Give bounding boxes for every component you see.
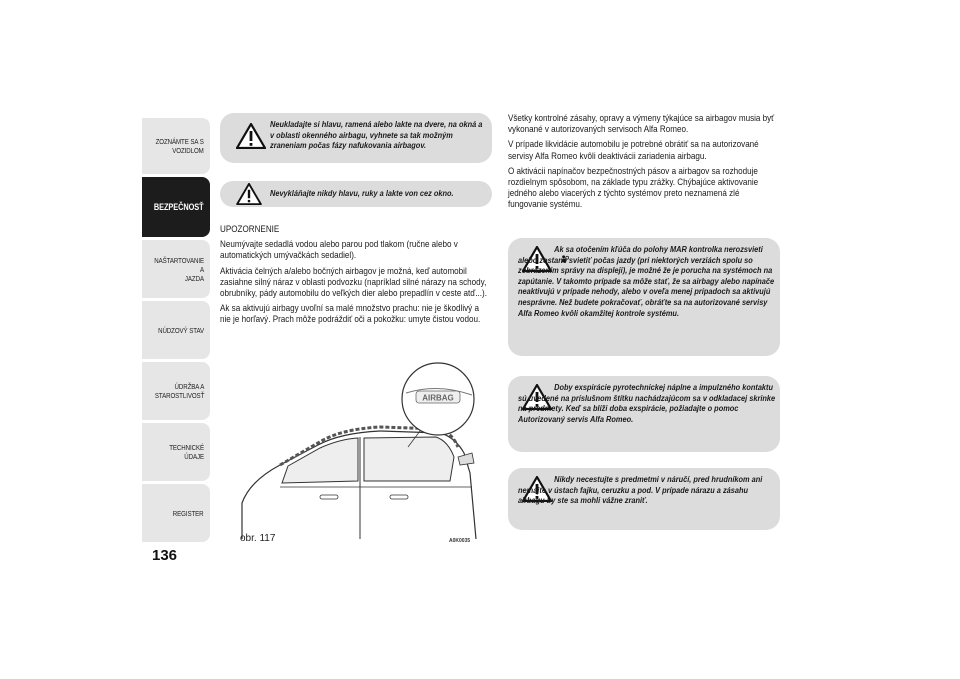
right-body-text xyxy=(508,113,780,215)
warning-triangle-icon xyxy=(236,123,266,149)
tab-technical-data[interactable]: TECHNICKÉ ÚDAJE xyxy=(142,423,210,481)
warning-box-expiry xyxy=(508,376,780,452)
warning-box-objects xyxy=(508,468,780,530)
paragraph: Všetky kontrolné zásahy, opravy a výmeny týkajúce sa airbagov musia byť vykonané v autorizovaných servisoch Alfa Romeo. xyxy=(508,113,775,135)
warning-text: Nevykláňajte nikdy hlavu, ruky a lakte von cez okno. xyxy=(270,188,454,198)
warning-box-mar-light xyxy=(508,238,780,356)
section-heading: UPOZORNENIE xyxy=(220,224,280,234)
car-window-airbag-illustration xyxy=(240,353,478,539)
paragraph: V prípade likvidácie automobilu je potrebné obrátiť sa na autorizované servisy Alfa Romeo kvôli deaktivácii zariadenia airbagu. xyxy=(508,139,759,161)
tab-index[interactable]: REGISTER xyxy=(142,484,210,542)
paragraph: Aktivácia čelných a/alebo bočných airbagov je možná, keď automobil zasiahne silný náraz v oblasti podvozku (napríklad silné nárazy na schody, obrubníky, pády automobilu do veľkých dier alebo prepadlín v ceste atď...). xyxy=(220,265,487,299)
tab-safety[interactable]: BEZPEČNOSŤ xyxy=(142,177,210,237)
page-number: 136 xyxy=(152,547,178,564)
paragraph: Ak sa aktivujú airbagy uvoľní sa malé množstvo prachu: nie je škodlivý a nie je horľavý. Prach môže podráždiť oči a pokožku: umyte čistou vodou. xyxy=(220,303,481,325)
tab-getting-to-know[interactable]: ZOZNÁMTE SA S VOZIDLOM xyxy=(142,118,210,174)
left-body-text xyxy=(220,224,490,330)
warning-box-head-on-doors xyxy=(220,113,492,163)
figure-caption: obr. 117 xyxy=(240,533,276,544)
warning-text: Nikdy necestujte s predmetmi v náručí, pred hrudníkom ani nemajte v ústach fajku, ceruzku a pod. V prípade nárazu a zásahu airbagu by ste sa mohli vážne zraniť. xyxy=(518,474,763,506)
warning-text: Ak sa otočením kľúča do polohy MAR kontrolka nerozsvieti alebo zostane svietiť počas jazdy (pri niektorých verziách spolu so zobrazením správy na displeji), je možné že je porucha na systémoch na zapútanie. V takomto prípade sa môže stať, že sa airbagy alebo napínače neaktivujú v prípade nehody, alebo v oveľa menej prípadoch sa aktivujú nesprávne. Než budete pokračovať, obráťte sa na autorizované servisy Alfa Romeo kvôli okamžitej kontrole systému. xyxy=(518,244,775,318)
tab-maintenance[interactable]: ÚDRŽBA A STAROSTLIVOSŤ xyxy=(142,362,210,420)
warning-text: Doby exspirácie pyrotechnickej náplne a impulzného kontaktu sú uvedené na príslušnom štítku nachádzajúcom sa v odkladacej skrinke na predmety. Keď sa blíži doba exspirácie, požiadajte o pomoc Autorizovaný servis Alfa Romeo. xyxy=(518,382,776,424)
tab-emergency[interactable]: NÚDZOVÝ STAV xyxy=(142,301,210,359)
airbag-badge-text: AIRBAG xyxy=(422,393,454,403)
warning-text: Neukladajte si hlavu, ramená alebo lakte na dvere, na okná a v oblasti okenného airbagu, vyhnete sa tak možným zraneniam počas fázy nafukovania airbagov. xyxy=(270,119,483,151)
paragraph: Neumývajte sedadlá vodou alebo parou pod tlakom (ručne alebo v automatických umývačkách sedadiel). xyxy=(220,239,458,261)
tab-starting-driving[interactable]: NAŠTARTOVANIE A JAZDA xyxy=(142,240,210,298)
figure-code: A0K0035 xyxy=(449,538,471,544)
paragraph: O aktivácii napínačov bezpečnostných pásov a airbagov sa rozhoduje rozdielnym spôsobom, na základe typu zrážky. Chýbajúce aktivovanie jedného alebo viacerých z týchto systémov preto neznamená zlé fungovanie systému. xyxy=(508,165,759,210)
warning-box-lean-out xyxy=(220,181,492,207)
warning-triangle-icon xyxy=(236,183,262,205)
